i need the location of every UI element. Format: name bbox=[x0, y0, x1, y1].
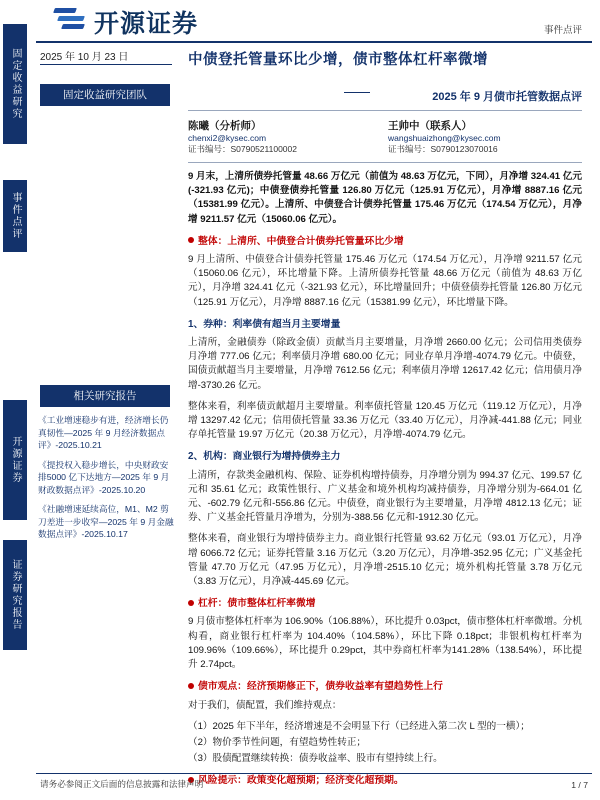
section-heading-risk: 风险提示：政策变化超预期；经济变化超预期。 bbox=[188, 774, 582, 788]
outlook-list bbox=[188, 720, 582, 767]
vertical-sidebar bbox=[0, 0, 30, 800]
analyst-license: 证书编号：S0790123070016 bbox=[388, 144, 498, 154]
section-paragraph: 9 月债市整体杠杆率为 106.90%（106.88%），环比提升 0.03pct，债市整体杠杆率微增。分机构看，商业银行杠杆率为 104.40%（104.58%），环比下降 0.18pct；非银机构杠杆率为 109.96%（109.66%），环比提升 0.29pct，其中券商杠杆率为141.28%（138.54%），环比提升 2.74pct。 bbox=[188, 616, 582, 671]
analyst-email[interactable]: wangshuaizhong@kysec.com bbox=[388, 133, 501, 143]
sidebar-label-brand: 开源证券 bbox=[3, 400, 27, 520]
list-item: （2）物价季节性问题，有望趋势性转正； bbox=[188, 736, 367, 748]
report-date: 2025 年 10 月 23 日 bbox=[40, 52, 129, 63]
analyst-divider-top bbox=[188, 110, 582, 111]
section-heading-overall: 整体：上清所、中债登合计债券托管量环比少增 bbox=[188, 235, 582, 249]
report-header bbox=[36, 0, 592, 46]
related-reports-tag: 相关研究报告 bbox=[40, 385, 170, 407]
company-logo-text: 开源证券 bbox=[94, 9, 199, 38]
page-title: 中债登托管量环比少增，债市整体杠杆率微增 bbox=[188, 52, 488, 68]
footer-disclaimer: 请务必参阅正文后面的信息披露和法律声明 bbox=[40, 779, 204, 789]
section-heading-institutions: 2、机构：商业银行为增持债券主力 bbox=[188, 451, 341, 463]
list-item: （1）2025 年下半年，经济增速是不会明显下行（已经进入第二次 L 型的一横）； bbox=[188, 720, 530, 732]
analyst-email[interactable]: chenxi2@kysec.com bbox=[188, 133, 267, 143]
sidebar-label-research: 固定收益研究 bbox=[3, 24, 27, 144]
related-report-item[interactable]: 《社融增速延续高位，M1、M2 剪刀差进一步收窄—2025 年 9 月金融数据点评》-2025.10.17 bbox=[38, 504, 174, 539]
related-reports-list bbox=[38, 414, 174, 548]
related-report-item[interactable]: 《提投权入稳步增长，中央财政安排5000 亿下达地方—2025 年 9 月财政数据点评》-2025.10.20 bbox=[38, 459, 170, 495]
analyst-block bbox=[188, 118, 297, 155]
analyst-block bbox=[388, 118, 501, 155]
section-heading-leverage: 杠杆：债市整体杠杆率微增 bbox=[188, 597, 582, 611]
lead-paragraph: 9 月末，上清所债券托管量 48.66 万亿元（前值为 48.63 万亿元，下同），月净增 324.41 亿元 (-321.93 亿元)；中债登债券托管量 126.80 万亿元（125.91 万亿元），月净增 8887.16 亿元（15381.99 亿元）。上清所、中债登合计债券托管量 175.46 万亿元（174.54 万亿元），月净增 9211.57 亿元（15060.06 亿元）。 bbox=[188, 171, 582, 225]
report-body bbox=[188, 170, 582, 793]
section-heading-bond-type: 1、券种：利率债有超当月主要增量 bbox=[188, 318, 341, 330]
related-report-item[interactable]: 《工业增速稳步有进，经济增长仍真韧性—2025 年 9 月经济数据点评》-2025.10.21 bbox=[38, 415, 169, 450]
bullet-dot-icon bbox=[188, 600, 194, 606]
sidebar-label-report-type: 证券研究报告 bbox=[3, 540, 27, 650]
page-subtitle: 2025 年 9 月债市托管数据点评 bbox=[432, 91, 582, 103]
section-paragraph: 9 月上清所、中债登合计债券托管量 175.46 万亿元（174.54 万亿元），月净增 9211.57 亿元（15060.06 亿元），环比增量下降。上清所债券托管量 48.66 万亿元（前值为 48.63 万亿元），月净增 324.41 亿元（-321.93 亿元），环比增量回升；中债登债券托管量 126.80 万亿元（125.91 万亿元），月净增 8887.16 亿元（15381.99 亿元），环比增量下降。 bbox=[188, 254, 582, 308]
report-category: 事件点评 bbox=[543, 25, 582, 36]
section-paragraph: 上清所，存款类金融机构、保险、证券机构增持债券，月净增分别为 994.37 亿元、199.57 亿元和 35.61 亿元；政策性银行、广义基金和境外机构均减持债券，月净增分别为-664.01 亿元、-602.79 亿元和-556.86 亿元。中债登，商业银行为主要增量，月净增 4812.13 亿元；证券、广义基金托管量月净增为，分别为-388.56 亿元和-1912.30 亿元。 bbox=[188, 469, 582, 524]
list-item: （3）股债配置继续转换：债券收益率、股市有望持续上行。 bbox=[188, 753, 443, 765]
section-paragraph: 对于我们，债配置，我们维持观点： bbox=[188, 699, 342, 711]
section-paragraph: 整体来看，商业银行为增持债券主力。商业银行托管量 93.62 万亿元（93.01 万亿元），月净增 6066.72 亿元；证券托管量 3.16 万亿元（3.20 万亿元），月净增-352.95 亿元；广义基金托管量 47.70 万亿元（47.95 万亿元），月净增-2515.10 亿元；境外机构托管量 3.78 万亿元（3.83 万亿元），月净减-445.69 亿元。 bbox=[188, 533, 582, 588]
bullet-dot-icon bbox=[188, 237, 194, 243]
page-number: 1 / 7 bbox=[571, 780, 588, 790]
section-paragraph: 上清所，金融债券（除政金债）贡献当月主要增量，月净增 2660.00 亿元；公司信用类债券月净增 777.06 亿元；利率债月净增 680.00 亿元；同业存单月净增-4074.79 亿元。中债登，国债贡献超当月主要增量，月净增 7612.56 亿元；利率债月净增 12617.42 亿元；信用债月净增-3730.26 亿元。 bbox=[188, 337, 582, 391]
analyst-name: 王帅中（联系人） bbox=[388, 120, 472, 132]
bullet-dot-icon bbox=[188, 683, 194, 689]
section-paragraph: 整体来看，利率债贡献超月主要增量。利率债托管量 120.45 万亿元（119.12 万亿元），月净增 13297.42 亿元；信用债托管量 33.36 万亿元（33.40 万亿元），月净减-441.88 亿元；同业存单托管量 19.97 万亿元（20.38 万亿元），月净增-4074.79 亿元。 bbox=[188, 400, 582, 441]
footer-divider bbox=[36, 773, 592, 774]
analyst-divider-bottom bbox=[188, 162, 582, 163]
analyst-license: 证书编号：S0790521100002 bbox=[188, 144, 297, 154]
sidebar-label-event-comment: 事件点评 bbox=[3, 180, 27, 252]
section-heading-outlook: 债市观点：经济预期修正下，债券收益率有望趋势性上行 bbox=[188, 680, 582, 694]
company-logo-icon bbox=[54, 6, 88, 34]
date-underline bbox=[40, 64, 172, 65]
analyst-name: 陈曦（分析师） bbox=[188, 120, 262, 132]
team-tag: 固定收益研究团队 bbox=[40, 84, 170, 106]
header-divider bbox=[36, 41, 592, 43]
